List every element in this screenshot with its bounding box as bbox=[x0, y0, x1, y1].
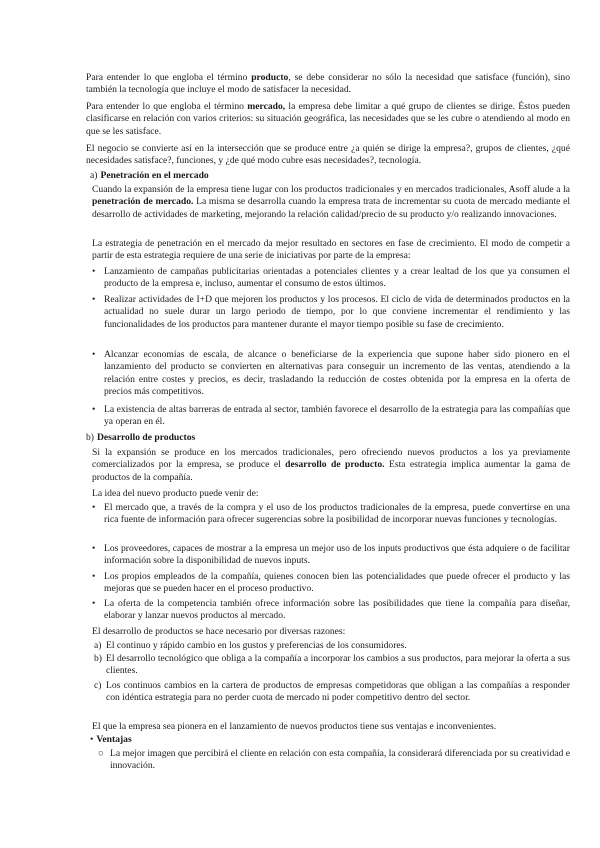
paragraph-pionera: El que la empresa sea pionera en el lanzamiento de nuevos productos tiene sus ventajas e inconvenientes. bbox=[92, 721, 497, 732]
bold-term: mercado, bbox=[247, 101, 286, 112]
paragraph-penetracion bbox=[92, 184, 570, 221]
list-item bbox=[92, 543, 570, 568]
paragraph-mercado bbox=[86, 101, 570, 138]
list-item bbox=[92, 598, 570, 623]
bullet-icon: • bbox=[92, 294, 96, 305]
section-heading-b bbox=[86, 432, 195, 444]
list-item-text: El desarrollo tecnológico que obliga a la compañía a incorporar los cambios a sus productos, para mejorar la oferta a sus clientes. bbox=[106, 653, 570, 677]
circle-bullet-icon: ○ bbox=[98, 748, 104, 759]
list-item-text: La oferta de la competencia también ofrece información sobre las posibilidades que tiene la compañía para diseñar, elaborar y lanzar nuevos productos al mercado. bbox=[104, 598, 570, 622]
text: , se debe considerar no sólo la necesidad que satisface (función), sino también la tecnología que incluye el modo de satisfacer la necesidad. bbox=[86, 72, 571, 96]
list-item-text: La mejor imagen que percibirá el cliente en relación con esta compañía, la considerará diferenciada por su creatividad e innovación. bbox=[110, 748, 570, 772]
list-item bbox=[92, 266, 570, 291]
section-title: Penetración en el mercado bbox=[100, 170, 209, 181]
text: Si la expansión se produce en los mercados tradicionales, pero ofreciendo nuevos productos a los ya previamente comercializados por la empresa, se produce el bbox=[92, 447, 570, 471]
paragraph-negocio: El negocio se convierte así en la intersección que se produce entre ¿a quién se dirige la empresa?, grupos de clientes, ¿qué necesidades satisface?, funciones, y ¿de qué modo cubre esas necesidades?, tecnología. bbox=[86, 143, 570, 167]
section-title: Ventajas bbox=[96, 734, 132, 745]
text: Esta estrategia implica aumentar la gama de productos de la compañía. bbox=[92, 459, 570, 483]
section-label: a) bbox=[90, 170, 98, 181]
list-item bbox=[92, 502, 570, 527]
list-item-text: El continuo y rápido cambio en los gustos y preferencias de los consumidores. bbox=[106, 640, 407, 651]
list-label: c) bbox=[94, 680, 102, 691]
bullet-icon: • bbox=[92, 543, 96, 554]
list-item-text: Lanzamiento de campañas publicitarias orientadas a potenciales clientes y a crear lealtad de los que ya consumen el producto de la empresa e, incluso, aumentar el consumo de estos últimos. bbox=[104, 266, 570, 290]
bullet-icon: • bbox=[92, 266, 96, 277]
bullet-icon: • bbox=[92, 404, 96, 415]
list-item bbox=[92, 349, 570, 399]
paragraph-desarrollo bbox=[92, 447, 570, 484]
list-item-text: El mercado que, a través de la compra y el uso de los productos tradicionales de la empresa, puede convertirse en una rica fuente de información para ofrecer sugerencias sobre la posibilidad de incorporar nuevas funciones y tecnologías. bbox=[104, 502, 570, 526]
list-item bbox=[94, 653, 570, 678]
bullet-icon: • bbox=[92, 502, 96, 513]
paragraph-razones: El desarrollo de productos se hace necesario por diversas razones: bbox=[92, 626, 346, 637]
text: La misma se desarrolla cuando la empresa trata de incrementar su cuota de mercado mediante el desarrollo de actividades de marketing, mejorando la relación calidad/precio de su producto y/o realizando innovaciones. bbox=[92, 196, 570, 220]
list-item bbox=[92, 571, 570, 596]
list-item bbox=[92, 294, 570, 331]
list-item bbox=[92, 404, 570, 429]
bold-term: penetración de mercado. bbox=[92, 196, 194, 208]
paragraph-idea: La idea del nuevo producto puede venir de: bbox=[92, 488, 259, 499]
list-item bbox=[94, 680, 570, 705]
bullet-icon: • bbox=[90, 734, 94, 745]
bullet-icon: • bbox=[92, 349, 96, 360]
text: Cuando la expansión de la empresa tiene lugar con los productos tradicionales y en mercados tradicionales, Asoff alude a la bbox=[92, 184, 570, 195]
section-title: Desarrollo de productos bbox=[97, 432, 196, 443]
list-label: b) bbox=[94, 653, 102, 664]
list-item-text: Los continuos cambios en la cartera de productos de empresas competidoras que obligan a las compañías a responder con idéntica estrategia para no perder cuota de mercado ni poder competitivo dentro del sector. bbox=[106, 680, 570, 704]
list-item-text: Alcanzar economías de escala, de alcance o beneficiarse de la experiencia que supone haber sido pionero en el lanzamiento del producto se convierten en alternativas para conseguir un incremento de las ventas, atendiendo a la relación entre costes y precios, es decir, trasladando la reducción de costes obtenida por la empresa en la oferta de precios más competitivos. bbox=[104, 349, 570, 398]
section-heading-a bbox=[90, 170, 209, 182]
bold-term: desarrollo de producto. bbox=[285, 459, 385, 471]
paragraph-producto bbox=[86, 72, 570, 97]
ventajas-heading bbox=[90, 734, 132, 746]
section-label: b) bbox=[86, 432, 94, 443]
list-item-text: Los proveedores, capaces de mostrar a la empresa un mejor uso de los inputs productivos que ésta adquiere o de facilitar información sobre la disponibilidad de nuevos inputs. bbox=[104, 543, 570, 567]
list-item-text: La existencia de altas barreras de entrada al sector, también favorece el desarrollo de la estrategia para las compañías que ya operan en él. bbox=[104, 404, 570, 428]
text: Para entender lo que engloba el término bbox=[86, 72, 252, 83]
list-item bbox=[98, 748, 570, 773]
list-item-text: Los propios empleados de la compañía, quienes conocen bien las potencialidades que puede ofrecer el producto y las mejoras que se pueden hacer en el proceso productivo. bbox=[104, 571, 570, 595]
list-label: a) bbox=[94, 640, 102, 651]
paragraph-estrategia: La estrategia de penetración en el mercado da mejor resultado en sectores en fase de crecimiento. El modo de competir a partir de esta estrategia requiere de una serie de iniciativas por parte de la empresa: bbox=[92, 238, 570, 262]
list-item bbox=[94, 640, 570, 652]
bullet-icon: • bbox=[92, 571, 96, 582]
text: Para entender lo que engloba el término bbox=[86, 101, 248, 112]
bullet-icon: • bbox=[92, 598, 96, 609]
text: la empresa debe limitar a qué grupo de clientes se dirige. Éstos pueden clasificarse en relación con varios criterios: su situación geográfica, las necesidades que se les cubre o atendiendo al modo en que se les satisface. bbox=[86, 101, 570, 137]
list-item-text: Realizar actividades de I+D que mejoren los productos y los procesos. El ciclo de vida de determinados productos en la actualidad no suele durar un largo periodo de tiempo, por lo que conviene incrementar el rendimiento y las funcionalidades de los productos para mantener durante el mayor tiempo posible su fase de crecimiento. bbox=[104, 294, 570, 330]
bold-term: producto bbox=[251, 72, 289, 83]
